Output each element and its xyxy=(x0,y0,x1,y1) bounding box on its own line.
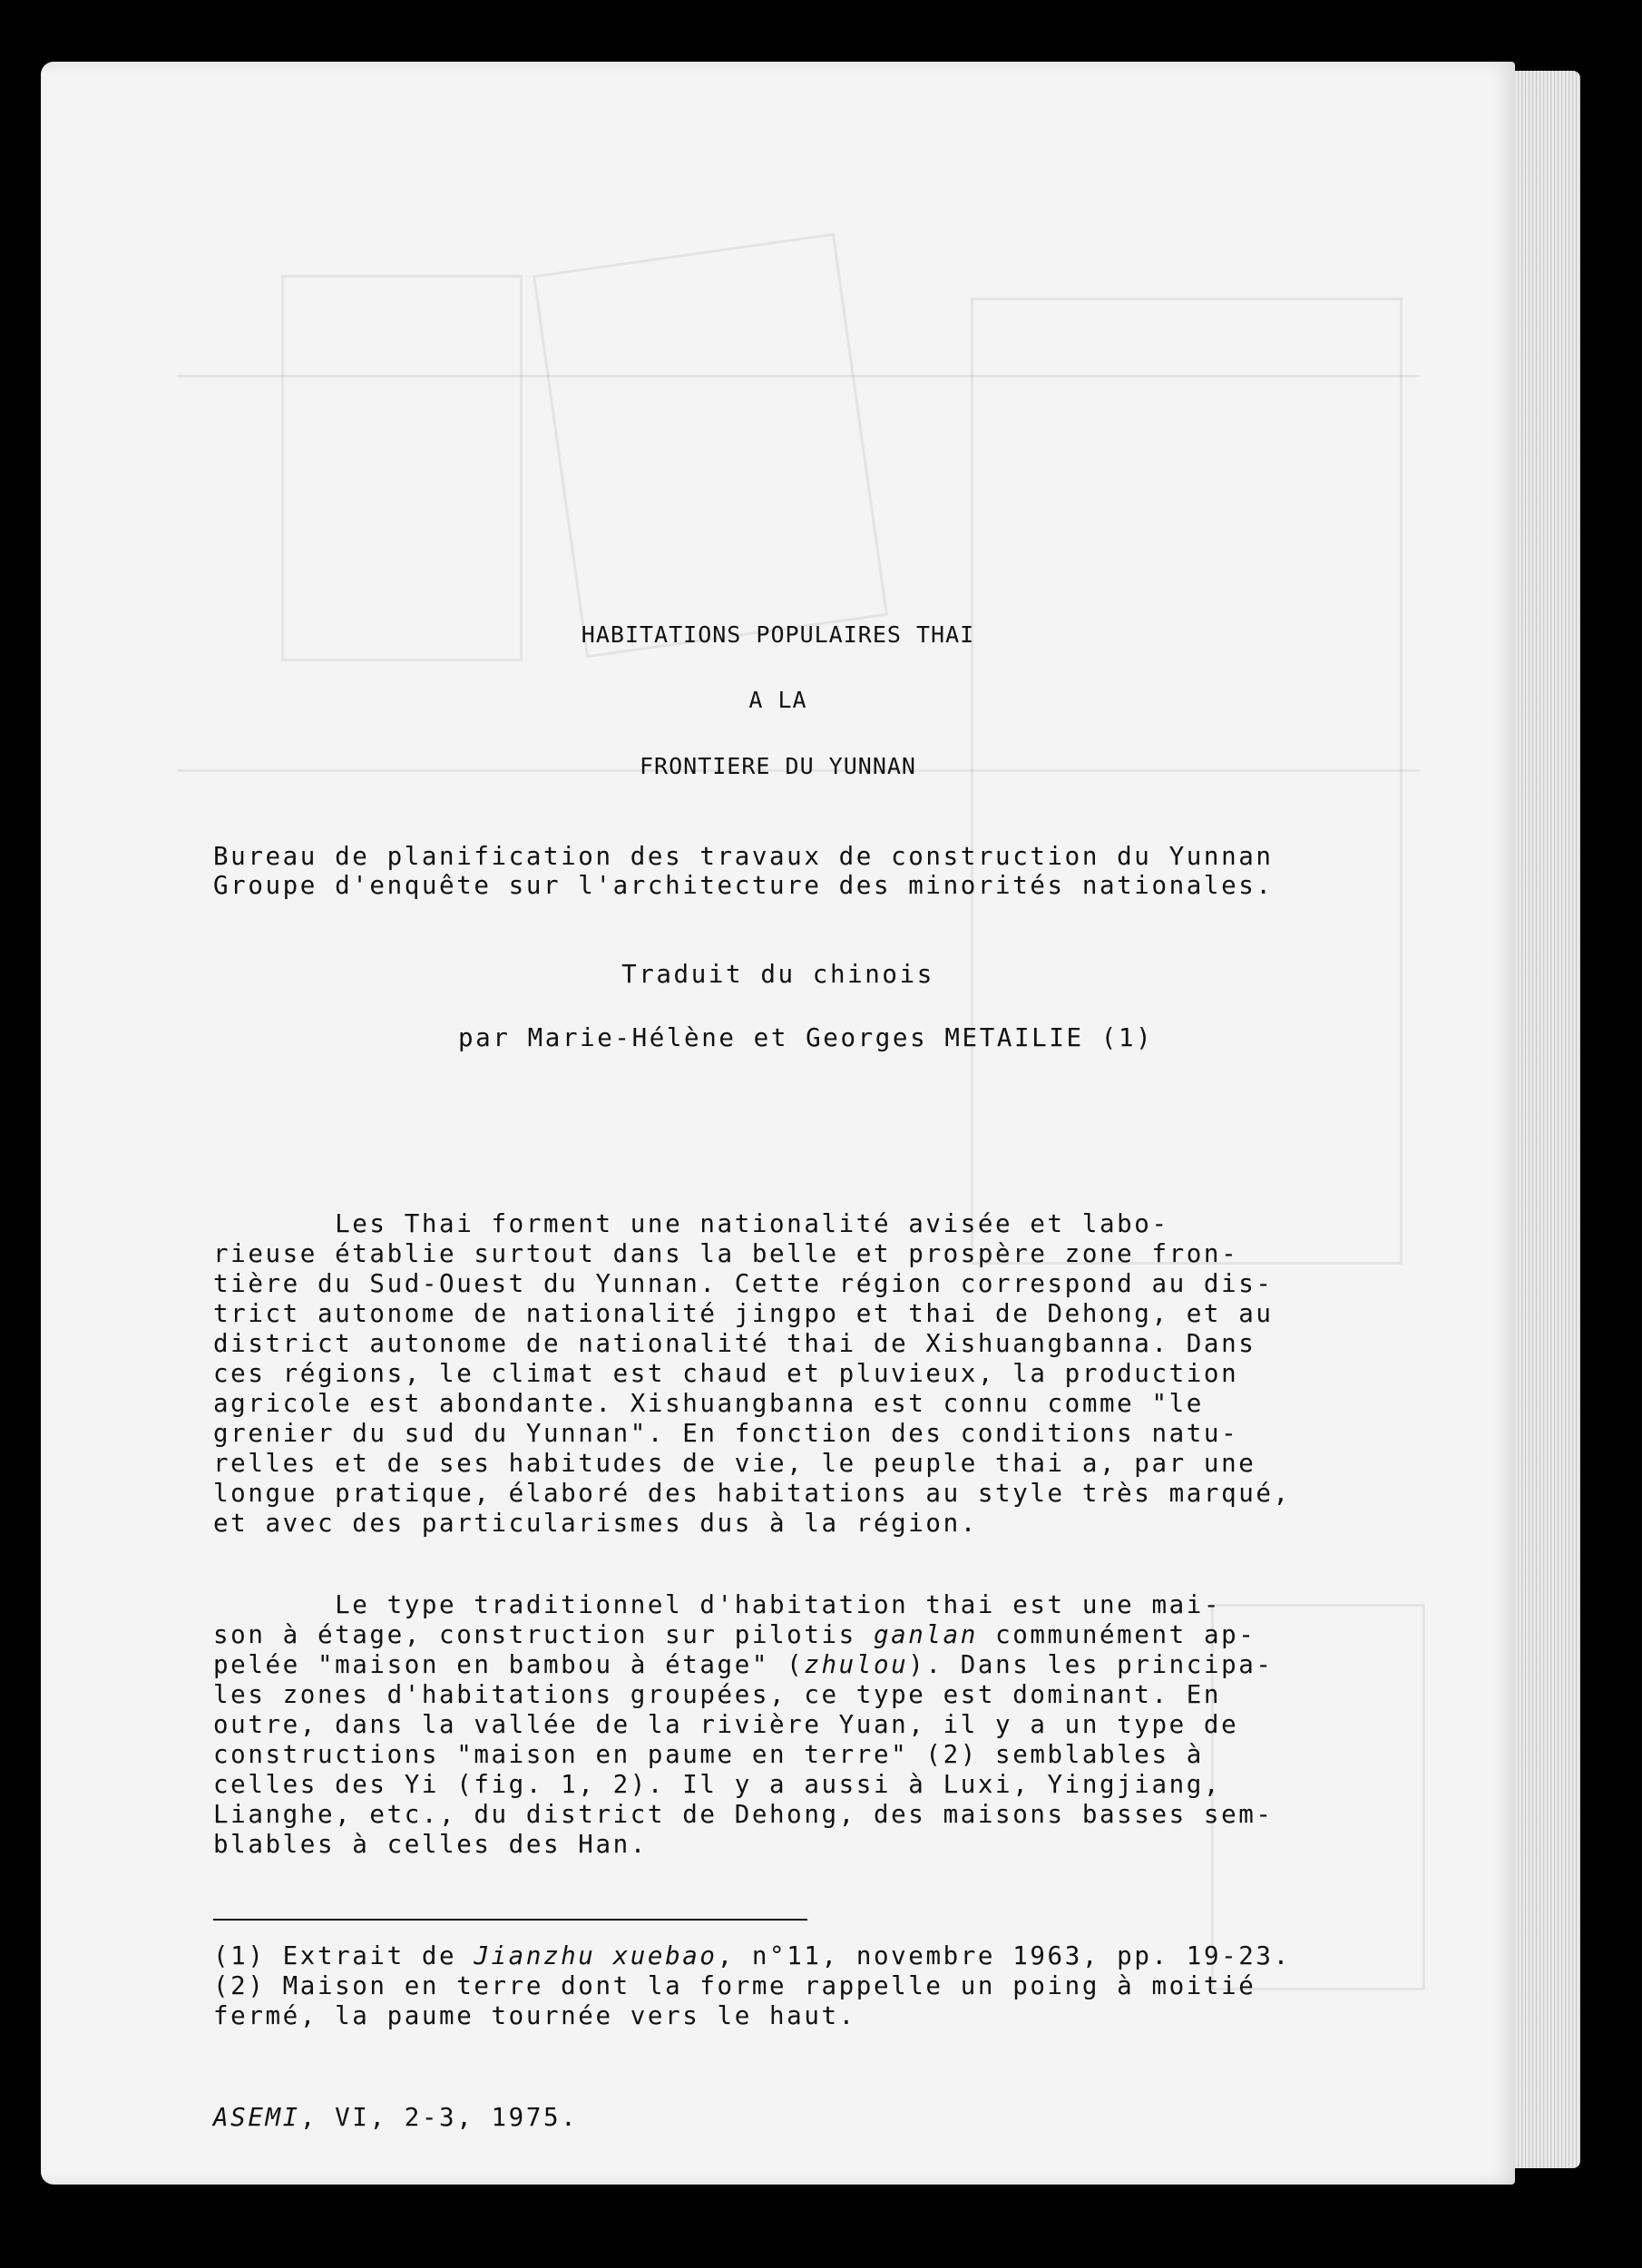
paragraph-1-line: agricole est abondante. Xishuangbanna est connu comme "le xyxy=(213,1389,1204,1418)
paragraph-1-line: Les Thai forment une nationalité avisée et labo- xyxy=(213,1209,1169,1238)
footnote-divider xyxy=(213,1919,807,1921)
paragraph-2-line xyxy=(213,1620,1256,1649)
paragraph-2-line xyxy=(213,1650,1274,1679)
paragraph-2-line: constructions "maison en paume en terre" (2) semblables à xyxy=(213,1740,1204,1769)
paragraph-1-line: longue pratique, élaboré des habitations au style très marqué, xyxy=(213,1479,1291,1508)
journal-name: ASEMI xyxy=(213,2103,300,2132)
paragraph-2-text: ). Dans les principa- xyxy=(908,1650,1274,1679)
paragraph-2-line: Lianghe, etc., du district de Dehong, des maisons basses sem- xyxy=(213,1800,1274,1829)
paragraph-2-line: Le type traditionnel d'habitation thai est une mai- xyxy=(213,1590,1222,1619)
paragraph-2-text: pelée "maison en bambou à étage" ( xyxy=(213,1650,805,1679)
footnote-1 xyxy=(213,1941,1291,1970)
author-line-1: Bureau de planification des travaux de construction du Yunnan xyxy=(213,842,1274,871)
paragraph-1-line: ces régions, le climat est chaud et pluvieux, la production xyxy=(213,1359,1239,1388)
term-ganlan: ganlan xyxy=(873,1620,978,1649)
paragraph-2-line: celles des Yi (fig. 1, 2). Il y a aussi à Luxi, Yingjiang, xyxy=(213,1770,1222,1799)
author-line-2: Groupe d'enquête sur l'architecture des minorités nationales. xyxy=(213,871,1274,900)
footnote-2-line: fermé, la paume tournée vers le haut. xyxy=(213,2001,856,2030)
journal-citation xyxy=(213,2103,578,2132)
paragraph-2-line: outre, dans la vallée de la rivière Yuan, il y a un type de xyxy=(213,1710,1239,1739)
paragraph-2-text: communément ap- xyxy=(977,1620,1256,1649)
translation-note: Traduit du chinois xyxy=(621,960,934,989)
bleed-through-drawing xyxy=(971,298,1403,1265)
paragraph-1-line: tière du Sud-Ouest du Yunnan. Cette région correspond au dis- xyxy=(213,1269,1274,1298)
footnote-1-text: (1) Extrait de xyxy=(213,1941,474,1970)
document-page xyxy=(41,62,1515,2185)
paragraph-1-line: district autonome de nationalité thai de Xishuangbanna. Dans xyxy=(213,1329,1256,1358)
paragraph-1-line: rieuse établie surtout dans la belle et prospère zone fron- xyxy=(213,1239,1239,1268)
title-line-3: FRONTIERE DU YUNNAN xyxy=(640,753,916,779)
paragraph-2-line: blables à celles des Han. xyxy=(213,1830,648,1859)
paragraph-1-line: trict autonome de nationalité jingpo et thai de Dehong, et au xyxy=(213,1299,1274,1328)
citation-details: , VI, 2-3, 1975. xyxy=(299,2103,579,2132)
term-zhulou: zhulou xyxy=(804,1650,909,1679)
title-line-1: HABITATIONS POPULAIRES THAI xyxy=(581,621,975,648)
bleed-through-drawing xyxy=(281,275,523,661)
bleed-through-drawing xyxy=(533,233,888,659)
bleed-through-line xyxy=(177,375,1420,377)
paragraph-2-line: les zones d'habitations groupées, ce type est dominant. En xyxy=(213,1680,1222,1709)
paragraph-1-line: grenier du sud du Yunnan". En fonction des conditions natu- xyxy=(213,1419,1239,1448)
paragraph-1-line: et avec des particularismes dus à la région. xyxy=(213,1509,978,1538)
footnote-1-source: Jianzhu xuebao xyxy=(474,1941,718,1970)
footnote-1-text: , n°11, novembre 1963, pp. 19-23. xyxy=(717,1941,1291,1970)
footnote-2-line: (2) Maison en terre dont la forme rappelle un poing à moitié xyxy=(213,1971,1256,2000)
title-line-2: A LA xyxy=(748,687,807,713)
paragraph-1-line: relles et de ses habitudes de vie, le peuple thai a, par une xyxy=(213,1449,1256,1478)
translators-line: par Marie-Hélène et Georges METAILIE (1) xyxy=(458,1023,1154,1052)
paragraph-2-text: son à étage, construction sur pilotis xyxy=(213,1620,874,1649)
